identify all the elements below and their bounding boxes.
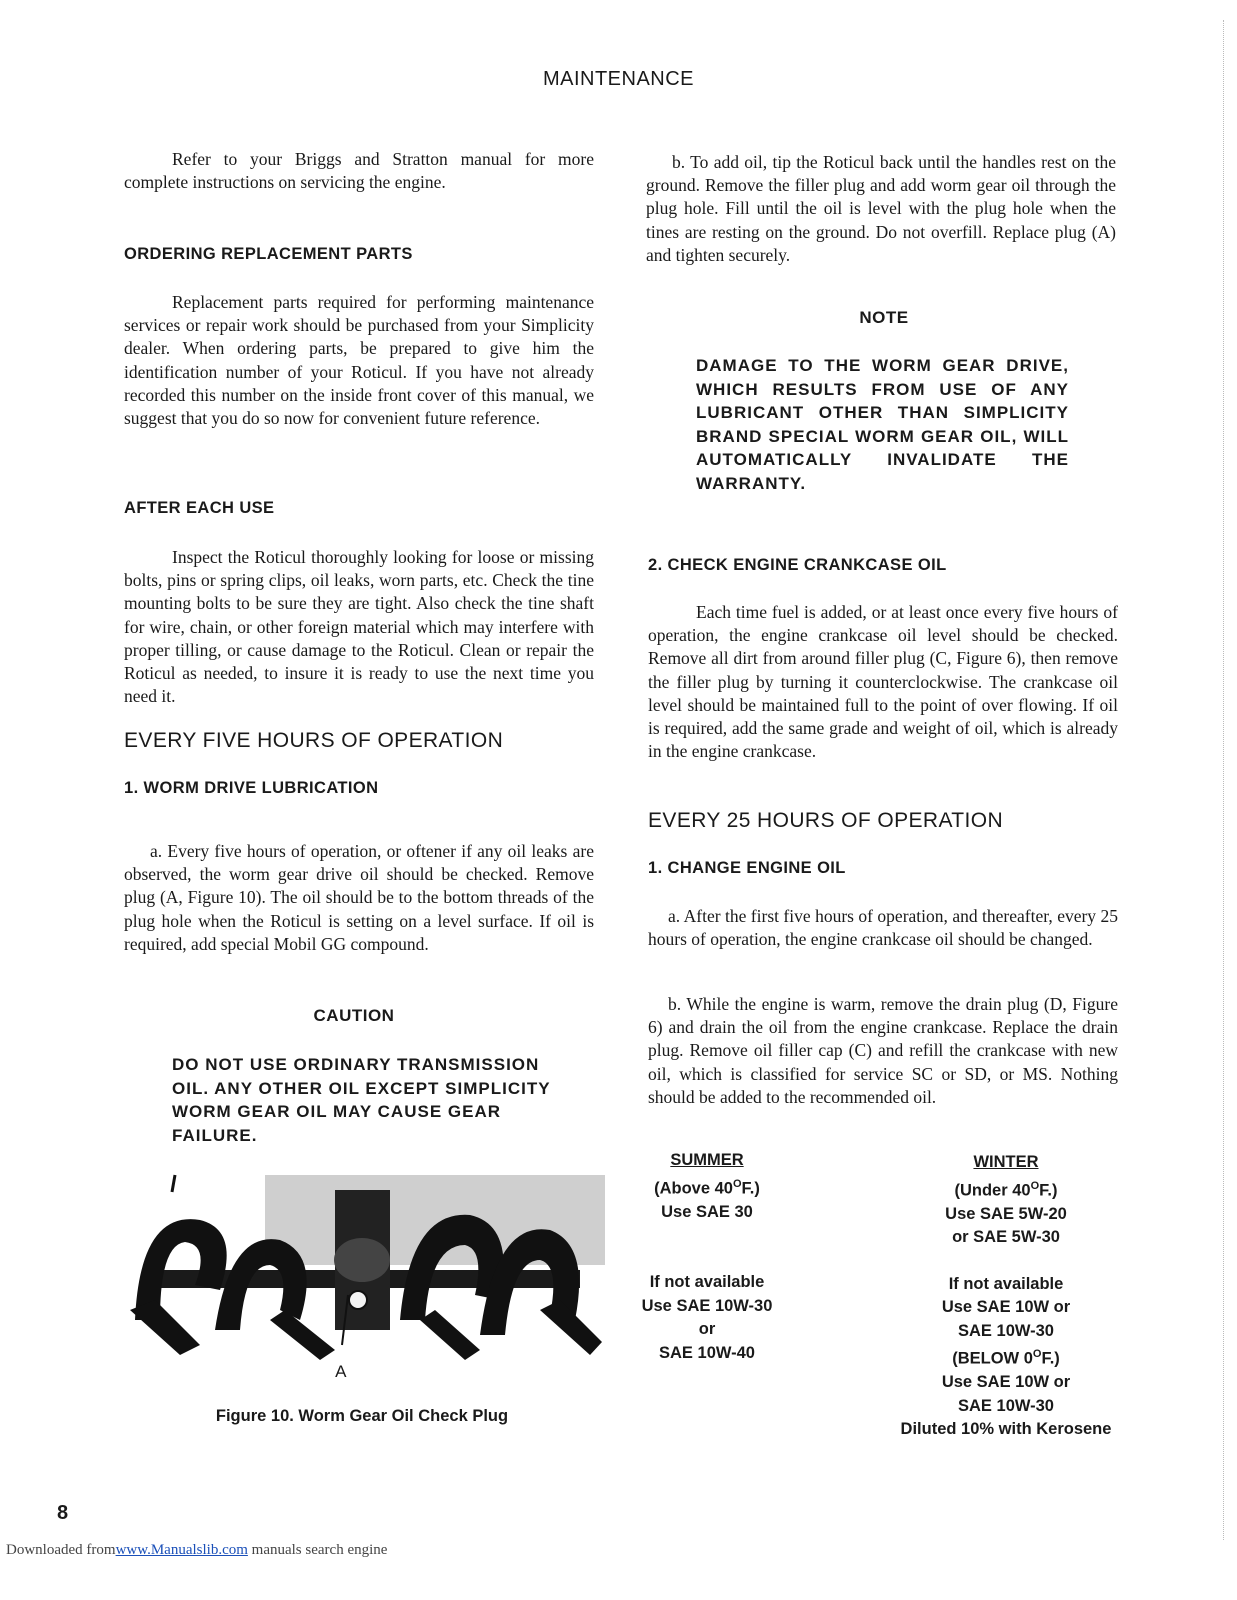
figure-caption: Figure 10. Worm Gear Oil Check Plug	[215, 1407, 509, 1425]
ordering-paragraph: Replacement parts required for performing maintenance services or repair work should be purchased from your Simplicity dealer. When ordering parts, be prepared to give him the identification number of your Roticul. If you have not already recorded this number on the inside front cover of this manual, we suggest that you do so now for convenient future reference.	[124, 292, 594, 429]
five-hours-heading: EVERY FIVE HOURS OF OPERATION	[124, 729, 504, 752]
winter-use-line: Use SAE 5W-20	[945, 1204, 1067, 1223]
winter-alt-line: If not available	[948, 1274, 1064, 1293]
winter-below-line: SAE 10W-30	[958, 1396, 1054, 1415]
after-use-heading: AFTER EACH USE	[124, 499, 275, 517]
note-label: NOTE	[859, 308, 909, 327]
summer-oil-column	[632, 1149, 782, 1365]
page-title: MAINTENANCE	[542, 68, 695, 90]
worm-drive-heading: 1. WORM DRIVE LUBRICATION	[124, 779, 379, 797]
winter-heading: WINTER	[973, 1153, 1039, 1171]
worm-gear-figure	[120, 1170, 605, 1370]
worm-drive-paragraph-a: a. Every five hours of operation, or oftener if any oil leaks are observed, the worm gear drive oil should be checked. Remove plug (A, Figure 10). The oil should be to the bottom threads of the plug hole when the Roticul is setting on a level surface. If oil is required, add special Mobil GG compound.	[124, 841, 594, 954]
summer-alt-line: or	[698, 1320, 716, 1338]
figure-label-a: A	[335, 1362, 347, 1381]
caution-text: DO NOT USE ORDINARY TRANSMISSION OIL. ANY OTHER OIL EXCEPT SIMPLICITY WORM GEAR OIL MAY CAUSE GEAR FAILURE.	[172, 1055, 551, 1145]
note-text: DAMAGE TO THE WORM GEAR DRIVE, WHICH RESULTS FROM USE OF ANY LUBRICANT OTHER THAN SIMPLICITY BRAND SPECIAL WORM GEAR OIL, WILL AUTOMATICALLY INVALIDATE THE WARRANTY.	[696, 356, 1069, 493]
twentyfive-hours-heading: EVERY 25 HOURS OF OPERATION	[648, 809, 1004, 832]
download-footer	[6, 1542, 387, 1559]
winter-temp: (Under $40^OF$.)	[954, 1179, 1058, 1199]
page-edge-rule	[1223, 20, 1225, 1540]
winter-below-line: Diluted 10% with Kerosene	[900, 1420, 1112, 1438]
page-number: 8	[57, 1502, 69, 1524]
manualslib-link[interactable]: www.Manualslib.com	[115, 1542, 248, 1558]
winter-below-line: Use SAE 10W or	[941, 1373, 1071, 1391]
summer-alt-line: SAE 10W-40	[659, 1343, 755, 1362]
footer-suffix: manuals search engine	[247, 1542, 388, 1558]
summer-temp: (Above $40^OF$.)	[654, 1177, 760, 1197]
winter-use-line: or SAE 5W-30	[952, 1228, 1060, 1246]
winter-alt-line: Use SAE 10W or	[941, 1298, 1071, 1316]
winter-below-temp: (BELOW $0^OF$.)	[952, 1348, 1060, 1368]
crankcase-heading: 2. CHECK ENGINE CRANKCASE OIL	[648, 556, 947, 574]
oil-check-plug	[349, 1291, 367, 1309]
winter-alt-line: SAE 10W-30	[958, 1321, 1054, 1340]
ordering-heading: ORDERING REPLACEMENT PARTS	[124, 245, 413, 263]
summer-use: Use SAE 30	[661, 1202, 753, 1221]
after-use-paragraph: Inspect the Roticul thoroughly looking for loose or missing bolts, pins or spring clips, oil leaks, worn parts, etc. Check the tine mounting bolts to be sure they are tight. Also check the tine shaft for wire, chain, or other foreign material which may interfere with proper tilling, or cause damage to the Roticul. Clean or repair the Roticul as needed, to insure it is ready to use the next time you need it.	[124, 547, 594, 707]
summer-heading: SUMMER	[670, 1151, 744, 1169]
crankcase-paragraph: Each time fuel is added, or at least once every five hours of operation, the engine crankcase oil level should be checked. Remove all dirt from around filler plug (C, Figure 6), then remove the filler plug by turning it counterclockwise. The crankcase oil level should be maintained full to the point of over flowing. If oil is required, add the same grade and weight of oil, which is already in the engine crankcase.	[648, 602, 1118, 762]
caution-label: CAUTION	[313, 1006, 395, 1025]
change-oil-paragraph-b: b. While the engine is warm, remove the drain plug (D, Figure 6) and drain the oil from the engine crankcase. Replace the drain plug. Remove oil filler cap (C) and refill the crankcase with new oil, which is classified for service SC or SD, or MS. Nothing should be added to the recommended oil.	[648, 994, 1118, 1107]
winter-oil-column	[895, 1151, 1117, 1442]
change-oil-heading: 1. CHANGE ENGINE OIL	[648, 859, 846, 877]
footer-prefix: Downloaded from	[6, 1542, 116, 1558]
gear-hub	[334, 1238, 390, 1282]
change-oil-paragraph-a: a. After the first five hours of operation, and thereafter, every 25 hours of operation, the engine crankcase oil should be changed.	[648, 906, 1118, 950]
worm-drive-paragraph-b: b. To add oil, tip the Roticul back until the handles rest on the ground. Remove the filler plug and add worm gear oil through the plug hole. Fill until the oil is level with the plug hole when the tines are resting on the ground. Do not overfill. Replace plug (A) and tighten securely.	[646, 152, 1116, 265]
summer-alt-line: Use SAE 10W-30	[641, 1296, 773, 1315]
intro-paragraph: Refer to your Briggs and Stratton manual for more complete instructions on servicing the engine.	[124, 149, 594, 193]
summer-alt-line: If not available	[649, 1273, 765, 1291]
